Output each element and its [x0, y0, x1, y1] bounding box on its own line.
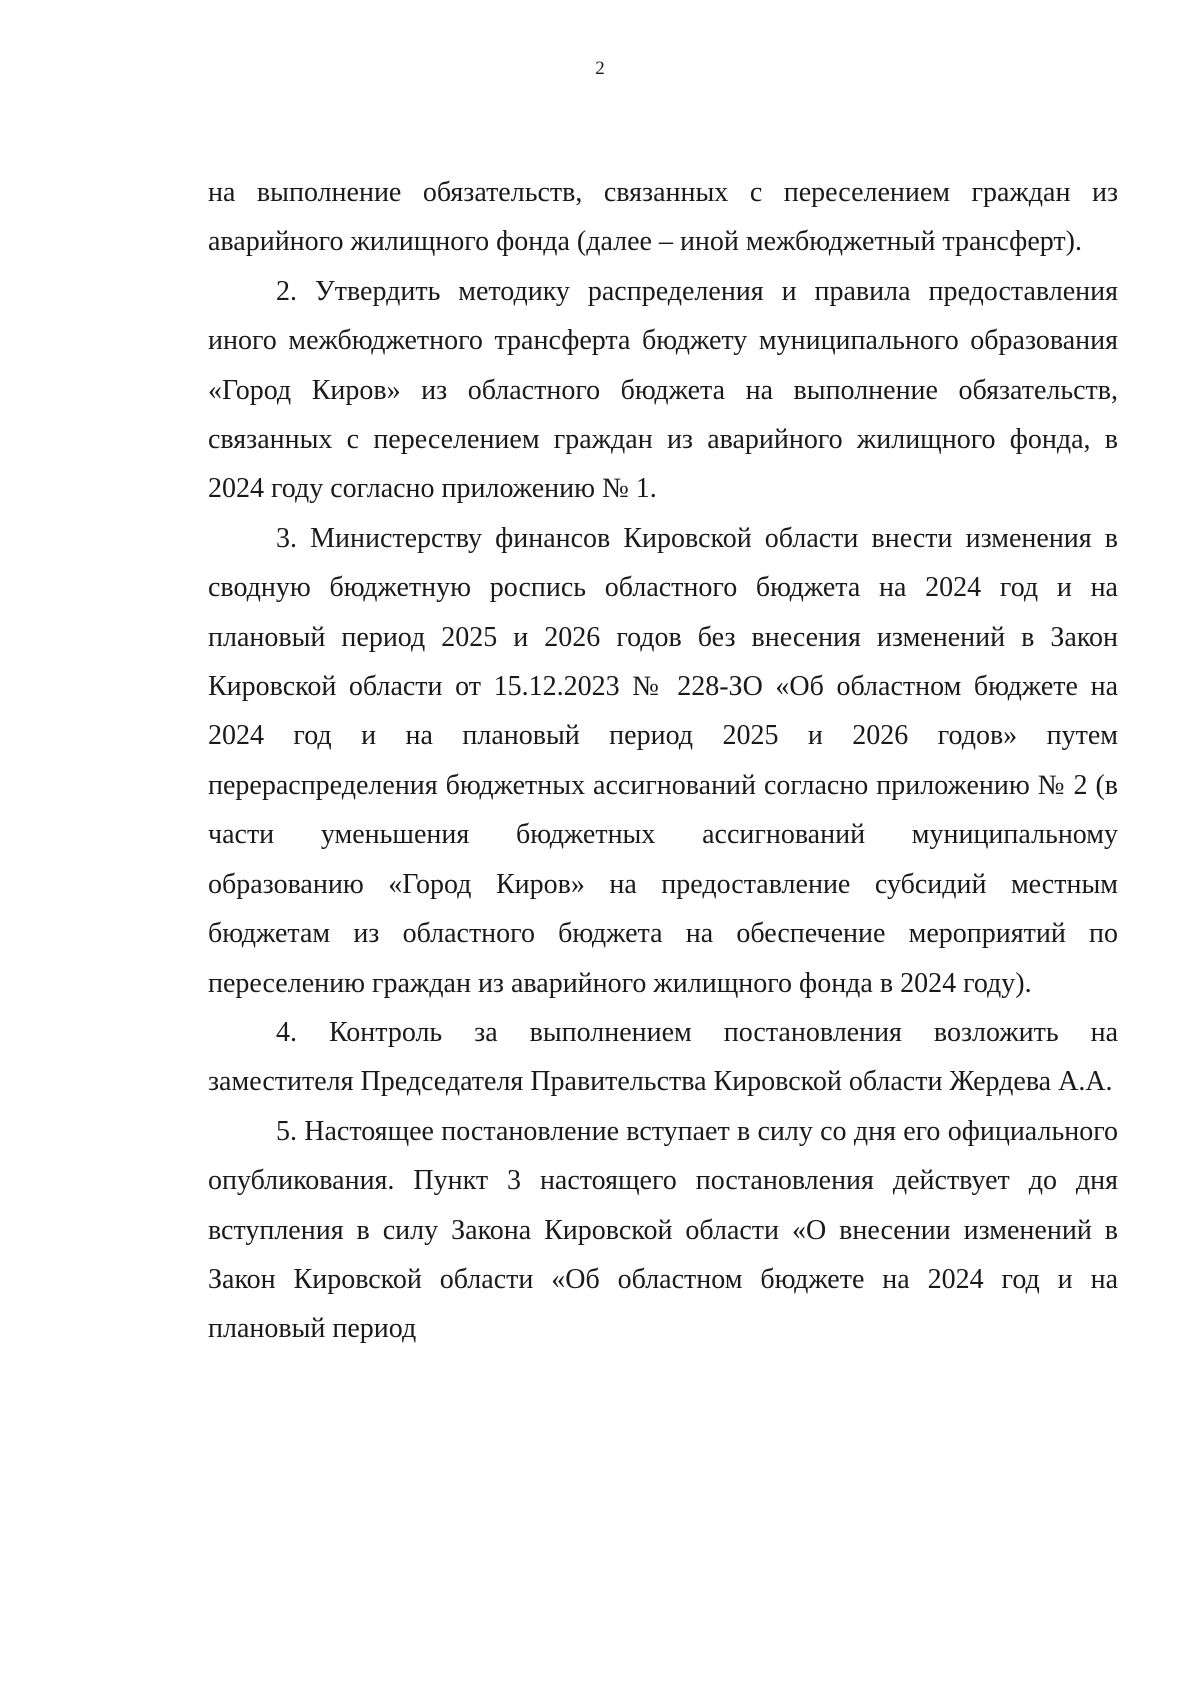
- paragraph-continuation: на выполнение обязательств, связанных с переселением граждан из аварийного жилищного фонда (далее – иной межбюджетный трансферт).: [208, 177, 1118, 258]
- paragraph-item-3: 3. Министерству финансов Кировской области внести изменения в сводную бюджетную роспись областного бюджета на 2024 год и на плановый период 2025 и 2026 годов без внесения изменений в Закон Кировской области от 15.12.2023 № 228-ЗО «Об областном бюджете на 2024 год и на плановый период 2025 и 2026 годов» путем перераспределения бюджетных ассигнований согласно приложению № 2 (в части уменьшения бюджетных ассигнований муниципальному образованию «Город Киров» на предоставление субсидий местным бюджетам из областного бюджета на обеспечение мероприятий по переселению граждан из аварийного жилищного фонда в 2024 году).: [208, 522, 1118, 999]
- paragraph-item-4: 4. Контроль за выполнением постановления возложить на заместителя Председателя Правительства Кировской области Жердева А.А.: [208, 1016, 1118, 1098]
- paragraph-item-2: 2. Утвердить методику распределения и правила предоставления иного межбюджетного трансферта бюджету муниципального образования «Город Киров» из областного бюджета на выполнение обязательств, связанных с переселением граждан из аварийного жилищного фонда, в 2024 году согласно приложению № 1.: [208, 275, 1118, 505]
- document-body: [208, 168, 1118, 1354]
- page-number: 2: [595, 58, 605, 79]
- paragraph-item-5: 5. Настоящее постановление вступает в силу со дня его официального опубликования. Пункт 3 настоящего постановления действует до дня вступления в силу Закона Кировской области «О внесении изменений в Закон Кировской области «Об областном бюджете на 2024 год и на плановый период: [208, 1115, 1118, 1345]
